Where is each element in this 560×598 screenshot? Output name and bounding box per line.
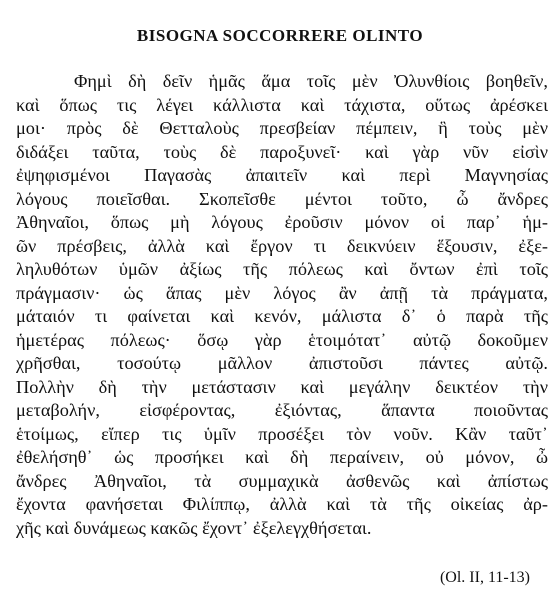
document-title: BISOGNA SOCCORRERE OLINTO bbox=[136, 26, 424, 45]
text-line: ῶν πρέσβεις, ἀλλὰ καὶ ἔργον τι δεικνύειν ἕξουσιν, ἐξε- bbox=[16, 235, 548, 256]
text-line: Φημὶ δὴ δεῖν ἡμᾶς ἅμα τοῖς μὲν Ὀλυνθίοις βοηθεῖν, bbox=[74, 71, 548, 91]
greek-passage bbox=[16, 70, 548, 540]
text-line: Πολλὴν δὴ τὴν μετάστασιν καὶ μεγάλην δεικτέον τὴν bbox=[16, 376, 548, 397]
text-line: μεταβολήν, εἰσφέροντας, ἐξιόντας, ἅπαντα ποιοῦντας bbox=[16, 400, 548, 420]
text-line: λόγους ποιεῖσθαι. Σκοπεῖσθε μέντοι τοῦτο, ὦ ἄνδρες bbox=[16, 188, 548, 209]
text-line: ἐθελήσηθ᾽ ὡς προσήκει καὶ δὴ περαίνειν, οὐ μόνον, ὦ bbox=[16, 447, 548, 467]
text-line: χρῆσθαι, τοσούτῳ μᾶλλον ἀπιστοῦσι πάντες αὐτῷ. bbox=[16, 353, 548, 373]
text-line: χῆς καὶ δυνάμεως κακῶς ἔχοντ᾽ ἐξελεγχθήσεται. bbox=[16, 517, 372, 538]
text-line: πράγμασιν· ὡς ἅπας μὲν λόγος ἂν ἀπῇ τὰ πράγματα, bbox=[16, 282, 548, 303]
text-line: ἄνδρες Ἀθηναῖοι, τὰ συμμαχικὰ ἀσθενῶς καὶ ἀπίστως bbox=[16, 470, 548, 491]
text-line: ἡμετέρας πόλεως· ὅσῳ γὰρ ἑτοιμότατ᾽ αὐτῷ δοκοῦμεν bbox=[16, 329, 548, 350]
text-line: ἐψηφισμένοι Παγασὰς ἀπαιτεῖν καὶ περὶ Μαγνησίας bbox=[16, 165, 548, 185]
text-line: διδάξει ταῦτα, τοὺς δὲ παροξυνεῖ· καὶ γὰρ νῦν εἰσὶν bbox=[16, 141, 548, 162]
text-line: μάταιόν τι φαίνεται καὶ κενόν, μάλιστα δ᾽ ὁ παρὰ τῆς bbox=[16, 306, 548, 326]
text-line: ἑτοίμως, εἴπερ τις ὑμῖν προσέξει τὸν νοῦν. Κἂν ταῦτ᾽ bbox=[16, 423, 548, 444]
source-citation: (Ol. II, 11-13) bbox=[439, 569, 530, 586]
text-line: μοι· πρὸς δὲ Θετταλοὺς πρεσβείαν πέμπειν, ἣ τοὺς μὲν bbox=[16, 118, 548, 138]
text-line: Ἀθηναῖοι, ὅπως μὴ λόγους ἐροῦσιν μόνον οἱ παρ᾽ ἡμ- bbox=[16, 212, 548, 232]
text-line: ἔχοντα φανήσεται Φιλίππῳ, ἀλλὰ καὶ τὰ τῆς οἰκείας ἀρ- bbox=[16, 494, 548, 514]
text-line: καὶ ὅπως τις λέγει κάλλιστα καὶ τάχιστα, οὕτως ἀρέσκει bbox=[16, 94, 548, 115]
text-line: ληλυθότων ὑμῶν ἀξίως τῆς πόλεως καὶ ὄντων ἐπὶ τοῖς bbox=[16, 259, 548, 279]
